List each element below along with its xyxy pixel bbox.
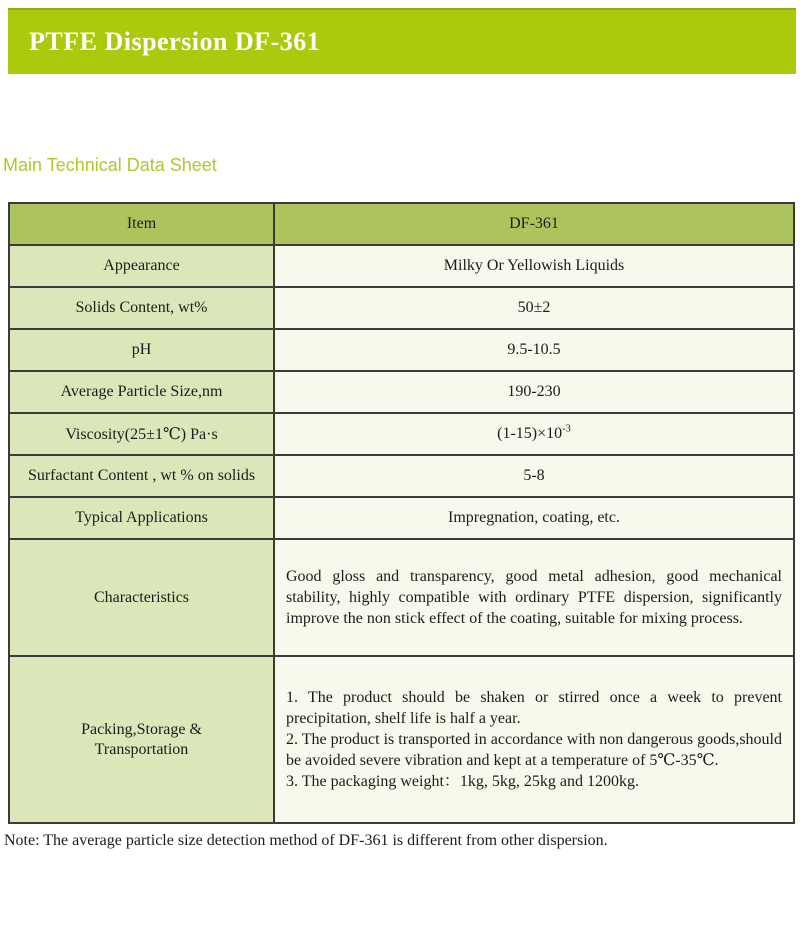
datasheet-page bbox=[0, 8, 803, 850]
technical-data-table bbox=[8, 202, 795, 824]
row-ph-value: 9.5-10.5 bbox=[274, 329, 794, 371]
row-typical-applications-label: Typical Applications bbox=[9, 497, 274, 539]
packing-item-1: 1. The product should be shaken or stirred once a week to prevent precipitation, shelf life is half a year. bbox=[286, 689, 782, 727]
footnote: Note: The average particle size detection method of DF-361 is different from other dispersion. bbox=[4, 832, 608, 849]
row-solids-content bbox=[9, 287, 794, 329]
row-viscosity-label: Viscosity(25±1℃) Pa·s bbox=[9, 413, 274, 455]
packing-label-line1: Packing,Storage & bbox=[81, 720, 202, 738]
row-appearance bbox=[9, 245, 794, 287]
row-particle-size-label: Average Particle Size,nm bbox=[9, 371, 274, 413]
row-viscosity-value bbox=[274, 413, 794, 455]
row-packing-storage-label bbox=[9, 656, 274, 823]
row-appearance-label: Appearance bbox=[9, 245, 274, 287]
row-characteristics-label: Characteristics bbox=[9, 539, 274, 656]
row-surfactant-content bbox=[9, 455, 794, 497]
section-heading: Main Technical Data Sheet bbox=[3, 155, 217, 175]
row-ph-label: pH bbox=[9, 329, 274, 371]
table-header-value: DF-361 bbox=[274, 203, 794, 245]
viscosity-value-exponent: -3 bbox=[562, 423, 571, 435]
row-characteristics-value: Good gloss and transparency, good metal adhesion, good mechanical stability, highly compatible with ordinary PTFE dispersion, significantly improve the non stick effect of the coating, suitable for mixing process. bbox=[274, 539, 794, 656]
row-packing-storage-value bbox=[274, 656, 794, 823]
row-packing-storage bbox=[9, 656, 794, 823]
viscosity-value-base: (1-15)×10 bbox=[497, 425, 563, 442]
table-header-item: Item bbox=[9, 203, 274, 245]
row-particle-size bbox=[9, 371, 794, 413]
product-title: PTFE Dispersion DF-361 bbox=[29, 27, 321, 56]
row-solids-content-label: Solids Content, wt% bbox=[9, 287, 274, 329]
row-typical-applications-value: Impregnation, coating, etc. bbox=[274, 497, 794, 539]
packing-item-3: 3. The packaging weight：1kg, 5kg, 25kg and 1200kg. bbox=[286, 773, 639, 790]
row-characteristics bbox=[9, 539, 794, 656]
row-particle-size-value: 190-230 bbox=[274, 371, 794, 413]
row-appearance-value: Milky Or Yellowish Liquids bbox=[274, 245, 794, 287]
packing-label-line2: Transportation bbox=[94, 740, 189, 758]
row-surfactant-content-label: Surfactant Content , wt % on solids bbox=[9, 455, 274, 497]
packing-item-2: 2. The product is transported in accordance with non dangerous goods,should be avoided severe vibration and kept at a temperature of 5℃-35℃. bbox=[286, 731, 782, 769]
row-viscosity bbox=[9, 413, 794, 455]
row-surfactant-content-value: 5-8 bbox=[274, 455, 794, 497]
row-typical-applications bbox=[9, 497, 794, 539]
row-solids-content-value: 50±2 bbox=[274, 287, 794, 329]
product-title-banner bbox=[8, 8, 796, 74]
table-header-row bbox=[9, 203, 794, 245]
row-ph bbox=[9, 329, 794, 371]
packing-label-stack bbox=[16, 720, 267, 760]
